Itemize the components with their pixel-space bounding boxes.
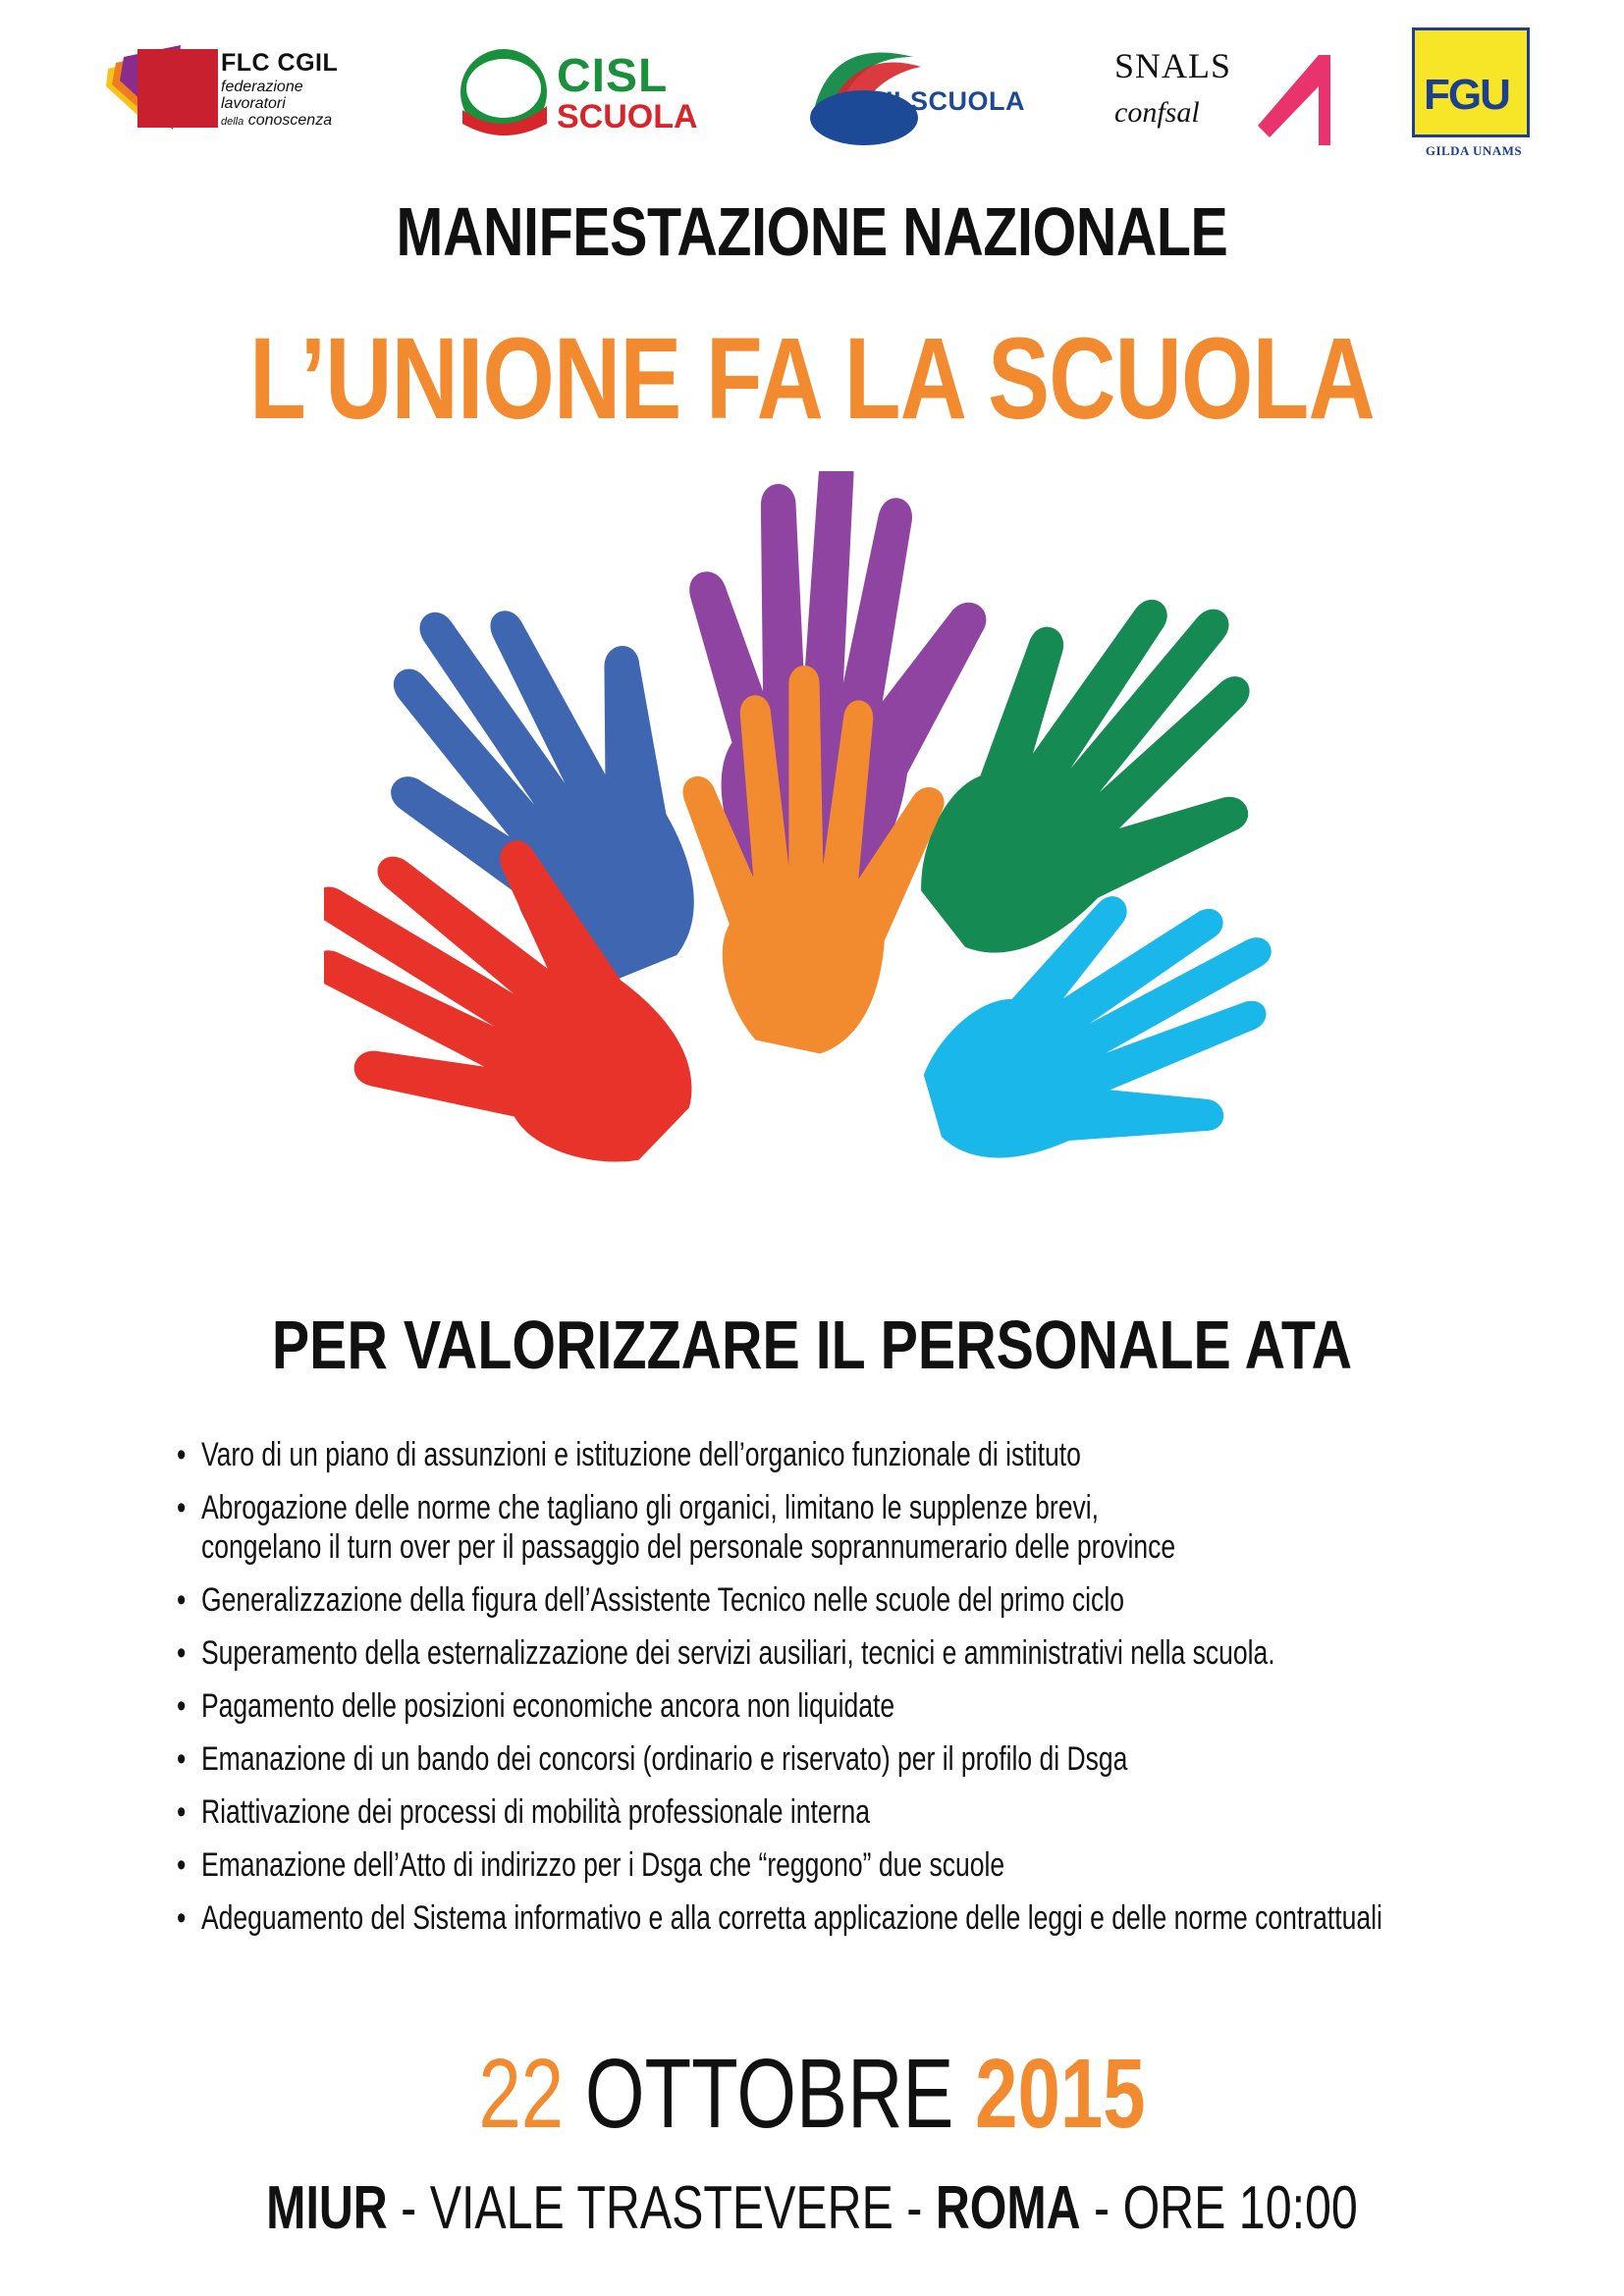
flc-cgil-logo — [98, 27, 383, 155]
list-item: • Generalizzazione della figura dell’Assistente Tecnico nelle scuole del primo ciclo — [177, 1581, 1124, 1619]
logo-bar — [0, 27, 1624, 158]
location-city: ROMA — [935, 2174, 1081, 2242]
event-time: ORE 10:00 — [1122, 2174, 1358, 2242]
date-day: 22 — [478, 2039, 565, 2149]
list-item: • Riattivazione dei processi di mobilità professionale interna — [177, 1793, 871, 1831]
cisl-globe-icon — [457, 41, 555, 149]
snals-name: SNALS — [1114, 46, 1232, 85]
event-title: L’UNIONE FA LA SCUOLA — [249, 314, 1375, 444]
list-item: • Adeguamento del Sistema informativo e alla corretta applicazione delle leggi e delle norme contrattuali — [177, 1899, 1382, 1937]
location-street: VIALE TRASTEVERE — [429, 2174, 893, 2242]
cisl-subtitle: SCUOLA — [557, 98, 698, 135]
fgu-name: FGU — [1424, 71, 1509, 119]
location-org: MIUR — [266, 2174, 388, 2242]
uil-name: UILSCUOLA — [866, 86, 1025, 116]
event-label: MANIFESTAZIONE NAZIONALE — [396, 193, 1228, 270]
snals-confsal-logo — [1105, 27, 1340, 155]
snals-arrow-icon — [1250, 47, 1338, 155]
event-location: MIUR - VIALE TRASTEVERE - ROMA - ORE 10:00 — [266, 2174, 1358, 2242]
subheading: PER VALORIZZARE IL PERSONALE ATA — [271, 1307, 1353, 1383]
flc-cgil-subtitle: federazione lavoratori della conoscenza — [221, 79, 333, 129]
flc-cgil-mark-icon — [98, 27, 226, 145]
fgu-subtitle: GILDA UNAMS — [1425, 143, 1523, 158]
list-item: • Emanazione dell’Atto di indirizzo per i Dsga che “reggono” due scuole — [177, 1846, 1005, 1884]
uil-scuola-logo — [805, 27, 1041, 155]
list-item: • Emanazione di un bando dei concorsi (ordinario e riservato) per il profilo di Dsga — [177, 1740, 1128, 1778]
fgu-gilda-logo — [1412, 27, 1536, 158]
flc-cgil-name: FLC CGIL — [221, 49, 339, 77]
list-item: • Abrogazione delle norme che tagliano gli organici, limitano le supplenze brevi, congelano il turn over per il passaggio del personale soprannumerario delle province — [177, 1489, 1176, 1566]
date-year: 2015 — [975, 2039, 1146, 2149]
event-date — [179, 2038, 1445, 2151]
list-item: • Varo di un piano di assunzioni e istituzione dell’organico funzionale di istituto — [177, 1436, 1081, 1473]
snals-subtitle: confsal — [1114, 96, 1200, 129]
demands-list — [177, 1435, 1532, 1951]
hands-illustration — [324, 471, 1306, 1247]
cisl-scuola-logo — [457, 27, 712, 155]
list-item: • Superamento della esternalizzazione dei servizi ausiliari, tecnici e amministrativi nella scuola. — [177, 1634, 1275, 1672]
cisl-name: CISL — [557, 50, 669, 102]
list-item: • Pagamento delle posizioni economiche ancora non liquidate — [177, 1687, 895, 1725]
date-month: OTTOBRE — [584, 2039, 954, 2149]
